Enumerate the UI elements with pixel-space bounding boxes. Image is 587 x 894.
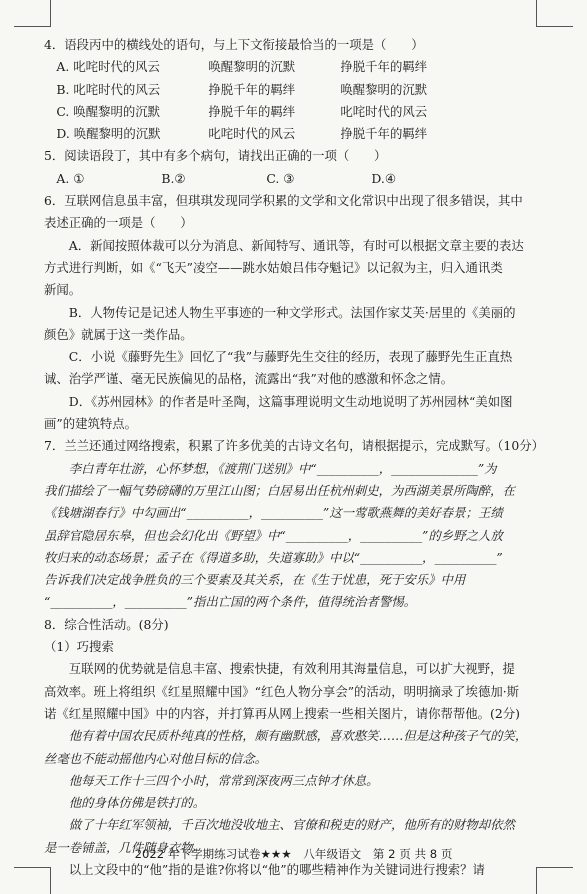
page-footer: 2022 年下学期练习试卷★★★ 八年级语文 第 2 页 共 8 页 [134,847,453,861]
q6-option-a-cont: 新闻。 [44,282,82,298]
q7-score: （10分） [491,438,544,454]
q7-passage-line: 虽辞官隐居东皋，但也会幻化出《野望》中“__________，__________”的乡野之人放 [44,527,503,543]
q7-passage-line: “__________，__________”指出亡国的两个条件，值得统治者警惕。 [44,594,416,610]
q4-option-b [44,79,544,101]
q8-sub1-title: （1）巧搜索 [44,639,114,655]
q5-option-a: A. ① [56,170,85,186]
q4-option-part: 叱咤时代的风云 [340,103,428,119]
q5-option-c: C. ③ [266,170,295,186]
q6-option-d: D．《苏州园林》的作者是叶圣陶，这篇事理说明文生动地说明了苏州园林“美如图 [68,393,513,409]
q6-stem: 6．互联网信息虽丰富，但琪琪发现同学积累的文学和文化常识中出现了很多错误，其中 [44,193,523,209]
q4-option-part: 叱咤时代的风云 [208,126,296,142]
crop-mark-top-right [536,0,573,27]
q8-intro-line: 诺《红星照耀中国》中的内容，并打算再从网上搜索一些相关图片，请你帮帮他。(2分) [44,705,521,721]
exam-page [44,34,544,881]
q8-quote-line: 他有着中国农民质朴纯真的性格，颇有幽默感，喜欢憨笑……但是这种孩子气的笑， [68,728,528,744]
q8-intro-line: 互联网的优势就是信息丰富、搜索快捷，有效利用其海量信息，可以扩大视野，提 [68,661,515,677]
q6-option-b: B．人物传记是记述人物生平事迹的一种文学形式。法国作家艾芙·居里的《美丽的 [68,304,516,320]
q4-option-part: 挣脱千年的羁绊 [340,59,428,75]
q8-stem: 8．综合性活动。(8分) [44,616,169,632]
q4-option-a [44,56,544,78]
q7-stem-row [44,435,544,457]
q6-option-a: A．新闻按照体裁可以分为消息、新闻特写、通讯等，有时可以根据文章主要的表达 [68,237,524,253]
q6-stem-cont: 表述正确的一项是（ ） [44,215,193,231]
q6-option-c: C．小说《藤野先生》回忆了“我”与藤野先生交往的经历，表现了藤野先生正直热 [68,349,513,365]
q8-question-line: 以上文段中的“他”指的是谁?你将以“他”的哪些精神作为关键词进行搜索？请 [68,861,485,877]
q6-option-b-cont: 颜色》就属于这一类作品。 [44,326,193,342]
q4-option-part: D. 唤醒黎明的沉默 [56,126,161,142]
q8-intro-line: 高效率。班上将组织《红星照耀中国》“红色人物分享会”的活动，明明摘录了埃德加·斯 [44,683,520,699]
q4-option-part: A. 叱咤时代的风云 [56,59,160,75]
q5-options [44,168,544,190]
q5-stem: 5．阅读语段丁，其中有多个病句，请找出正确的一项（ ） [44,148,387,164]
q6-option-d-cont: 画”的建筑特点。 [44,416,138,432]
q6-option-a-cont: 方式进行判断，如《“飞天”凌空——跳水姑娘吕伟夺魁记》以记叙为主，归入通讯类 [44,259,503,275]
q4-option-c [44,101,544,123]
q4-option-part: B. 叱咤时代的风云 [56,81,161,97]
q7-passage-line: 李白青年壮游，心怀梦想，《渡荆门送别》中“__________，______________”为 [68,460,497,476]
q8-quote-line: 做了十年红军领袖，千百次地没收地主、官僚和税吏的财产，他所有的财物却依然 [68,817,515,833]
q7-passage-line: 告诉我们决定战争胜负的三个要素及其关系，在《生于忧患，死于安乐》中用 [44,572,466,588]
q4-stem: 4．语段丙中的横线处的语句，与上下文衔接最恰当的一项是（ ） [44,37,424,52]
q7-passage-line: 牧归来的动态场景；孟子在《得道多助，失道寡助》中以“__________，__________” [44,549,503,565]
q5-option-d: D.④ [371,170,396,186]
q8-quote-line: 他每天工作十三四个小时，常常到深夜两三点钟才休息。 [68,772,379,788]
q7-stem: 7．兰兰还通过网络搜索，积累了许多优美的古诗文名句，请根据提示，完成默写。 [44,438,498,454]
q4-option-part: 挣脱千年的羁绊 [208,103,296,119]
crop-mark-top-left [14,0,51,27]
q4-option-d [44,123,544,145]
q4-option-part: 挣脱千年的羁绊 [340,126,428,142]
q6-option-c-cont: 诚、治学严谨、毫无民族偏见的品格，流露出“我”对他的感激和怀念之情。 [44,371,454,387]
q5-option-b: B.② [161,170,186,186]
q8-quote-line: 是一卷铺盖，几件随身衣物。 [44,839,206,855]
q7-passage-line: 我们描绘了一幅气势磅礴的万里江山图；白居易出任杭州刺史，为西湖美景所陶醉，在 [44,482,515,498]
q4-option-part: C. 唤醒黎明的沉默 [56,103,161,119]
q8-quote-line: 丝毫也不能动摇他内心对他目标的信念。 [44,750,268,766]
q4-option-part: 挣脱千年的羁绊 [208,81,296,97]
q7-passage-line: 《钱塘湖春行》中勾画出“__________，__________”这一莺歌燕舞的美好春景；王绩 [44,505,503,521]
q4-option-part: 唤醒黎明的沉默 [340,81,428,97]
q8-quote-line: 他的身体仿佛是铁打的。 [68,795,206,811]
q4-option-part: 唤醒黎明的沉默 [208,59,296,75]
